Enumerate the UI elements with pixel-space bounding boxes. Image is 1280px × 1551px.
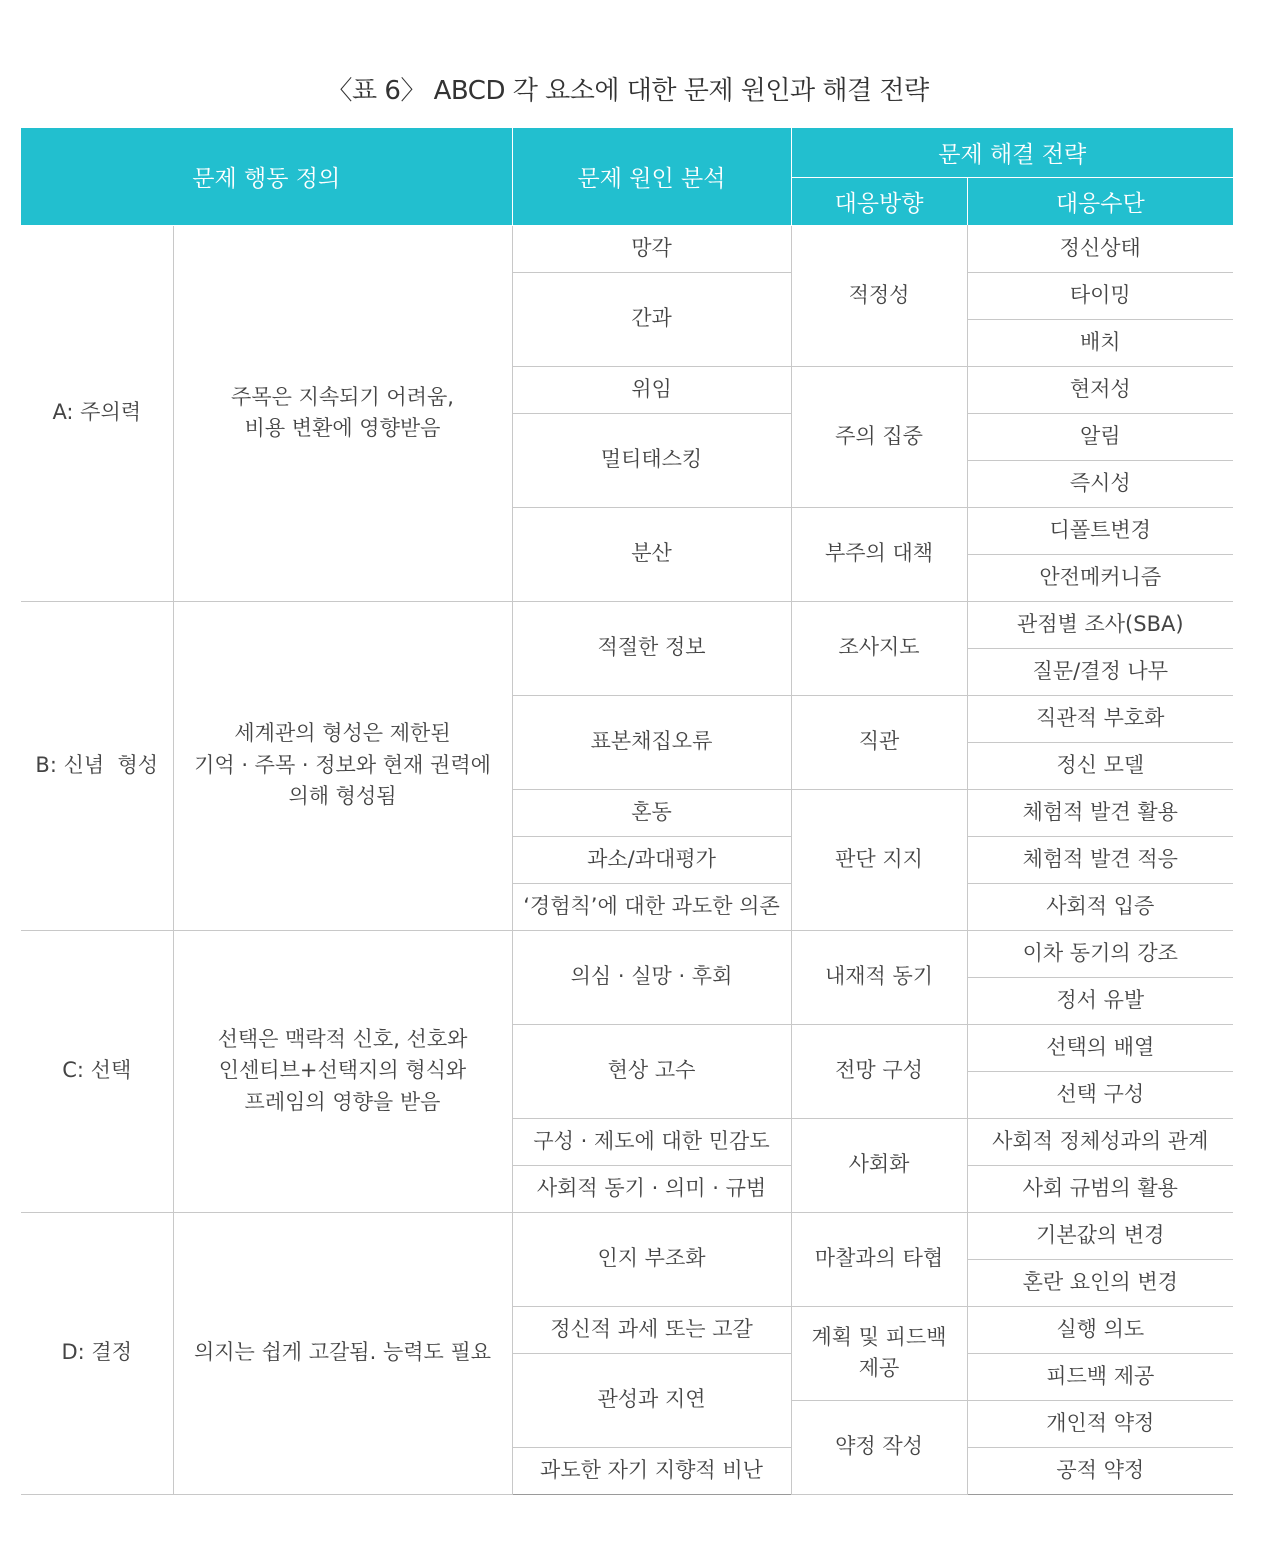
means-cell: 정신상태 xyxy=(967,225,1233,272)
means-cell: 디폴트변경 xyxy=(967,507,1233,554)
abcd-strategy-table xyxy=(21,128,1233,1495)
means-cell: 관점별 조사(SBA) xyxy=(967,601,1233,648)
cause-cell: ‘경험칙’에 대한 과도한 의존 xyxy=(512,883,791,930)
means-cell: 정신 모델 xyxy=(967,742,1233,789)
cause-cell: 간과 xyxy=(512,272,791,366)
header-cause: 문제 원인 분석 xyxy=(512,128,791,225)
means-cell: 체험적 발견 활용 xyxy=(967,789,1233,836)
row-label-a: A: 주의력 xyxy=(21,225,173,601)
means-cell: 선택 구성 xyxy=(967,1071,1233,1118)
cause-cell: 정신적 과세 또는 고갈 xyxy=(512,1306,791,1353)
table-title: 〈표 6〉 ABCD 각 요소에 대한 문제 원인과 해결 전략 xyxy=(326,76,929,106)
means-cell: 배치 xyxy=(967,319,1233,366)
direction-cell: 약정 작성 xyxy=(791,1400,967,1494)
cause-cell: 의심 · 실망 · 후회 xyxy=(512,930,791,1024)
header-direction: 대응방향 xyxy=(791,177,967,225)
means-cell: 공적 약정 xyxy=(967,1447,1233,1494)
header-definition: 문제 행동 정의 xyxy=(21,128,512,225)
direction-cell: 조사지도 xyxy=(791,601,967,695)
means-cell: 정서 유발 xyxy=(967,977,1233,1024)
direction-cell: 적정성 xyxy=(791,225,967,366)
header-means: 대응수단 xyxy=(967,177,1233,225)
means-cell: 실행 의도 xyxy=(967,1306,1233,1353)
means-cell: 혼란 요인의 변경 xyxy=(967,1259,1233,1306)
definition-c: 선택은 맥락적 신호, 선호와 인센티브+선택지의 형식와 프레임의 영향을 받음 xyxy=(173,930,512,1212)
cause-cell: 위임 xyxy=(512,366,791,413)
cause-cell: 적절한 정보 xyxy=(512,601,791,695)
cause-cell: 사회적 동기 · 의미 · 규범 xyxy=(512,1165,791,1212)
cause-cell: 과도한 자기 지향적 비난 xyxy=(512,1447,791,1494)
direction-cell: 마찰과의 타협 xyxy=(791,1212,967,1306)
direction-cell: 내재적 동기 xyxy=(791,930,967,1024)
means-cell: 현저성 xyxy=(967,366,1233,413)
means-cell: 사회적 입증 xyxy=(967,883,1233,930)
means-cell: 사회적 정체성과의 관계 xyxy=(967,1118,1233,1165)
cause-cell: 망각 xyxy=(512,225,791,272)
means-cell: 피드백 제공 xyxy=(967,1353,1233,1400)
definition-b: 세계관의 형성은 제한된 기억 · 주목 · 정보와 현재 권력에 의해 형성됨 xyxy=(173,601,512,930)
cause-cell: 관성과 지연 xyxy=(512,1353,791,1447)
means-cell: 선택의 배열 xyxy=(967,1024,1233,1071)
means-cell: 알림 xyxy=(967,413,1233,460)
cause-cell: 혼동 xyxy=(512,789,791,836)
direction-cell: 전망 구성 xyxy=(791,1024,967,1118)
cause-cell: 과소/과대평가 xyxy=(512,836,791,883)
direction-cell: 부주의 대책 xyxy=(791,507,967,601)
means-cell: 즉시성 xyxy=(967,460,1233,507)
cause-cell: 구성 · 제도에 대한 민감도 xyxy=(512,1118,791,1165)
definition-d: 의지는 쉽게 고갈됨. 능력도 필요 xyxy=(173,1212,512,1494)
direction-cell: 판단 지지 xyxy=(791,789,967,930)
row-label-c: C: 선택 xyxy=(21,930,173,1212)
header-strategy: 문제 해결 전략 xyxy=(791,128,1233,177)
means-cell: 체험적 발견 적응 xyxy=(967,836,1233,883)
cause-cell: 멀티태스킹 xyxy=(512,413,791,507)
row-label-d: D: 결정 xyxy=(21,1212,173,1494)
means-cell: 타이밍 xyxy=(967,272,1233,319)
means-cell: 안전메커니즘 xyxy=(967,554,1233,601)
direction-cell: 계획 및 피드백 제공 xyxy=(791,1306,967,1400)
cause-cell: 인지 부조화 xyxy=(512,1212,791,1306)
means-cell: 기본값의 변경 xyxy=(967,1212,1233,1259)
means-cell: 이차 동기의 강조 xyxy=(967,930,1233,977)
cause-cell: 분산 xyxy=(512,507,791,601)
means-cell: 직관적 부호화 xyxy=(967,695,1233,742)
means-cell: 질문/결정 나무 xyxy=(967,648,1233,695)
cause-cell: 표본채집오류 xyxy=(512,695,791,789)
cause-cell: 현상 고수 xyxy=(512,1024,791,1118)
row-label-b: B: 신념 형성 xyxy=(21,601,173,930)
direction-cell: 사회화 xyxy=(791,1118,967,1212)
means-cell: 사회 규범의 활용 xyxy=(967,1165,1233,1212)
direction-cell: 직관 xyxy=(791,695,967,789)
definition-a: 주목은 지속되기 어려움, 비용 변환에 영향받음 xyxy=(173,225,512,601)
means-cell: 개인적 약정 xyxy=(967,1400,1233,1447)
direction-cell: 주의 집중 xyxy=(791,366,967,507)
